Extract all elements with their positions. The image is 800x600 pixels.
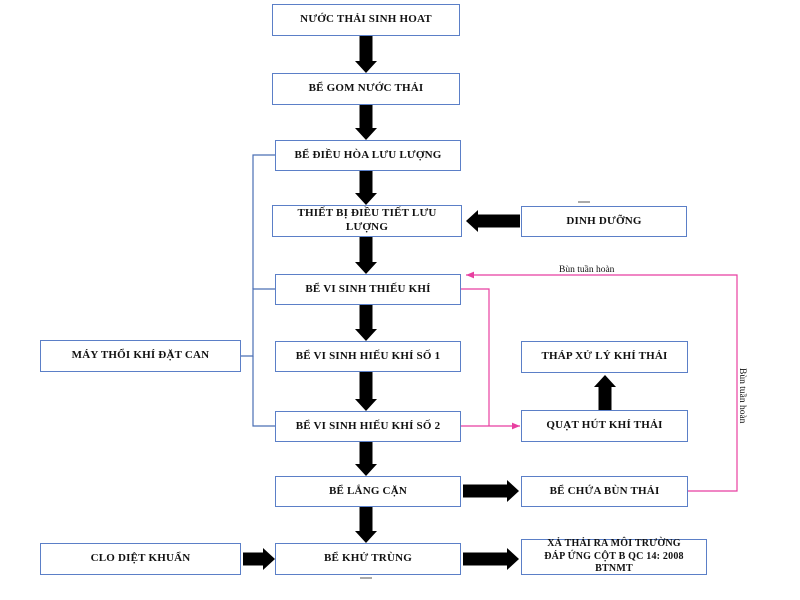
arrow-down-icon [353,171,379,205]
node-label: THIẾT BỊ ĐIỀU TIẾT LƯU LƯỢNG [297,207,437,233]
edge-label-bun-tuan-hoan-top: Bùn tuần hoàn [559,265,615,275]
node-be-vi-sinh-hieu-khi-so-1[interactable] [275,341,461,372]
arrow-up-icon [592,375,618,410]
node-thap-xu-ly-khi-thai[interactable] [521,341,688,373]
node-clo-diet-khuan[interactable] [40,543,241,575]
node-be-vi-sinh-thieu-khi[interactable] [275,274,461,305]
node-be-lang-can[interactable] [275,476,461,507]
node-label: MÁY THỔI KHÍ ĐẶT CAN [71,349,210,362]
node-label: QUẠT HÚT KHÍ THẢI [546,419,663,432]
node-label: BỂ VI SINH HIẾU KHÍ SỐ 1 [295,349,441,362]
node-label: BỂ CHỨA BÙN THẢI [549,484,660,497]
arrow-left-icon [466,208,520,234]
node-label: BỂ GOM NƯỚC THẢI [308,82,424,95]
node-be-khu-trung[interactable] [275,543,461,575]
arrow-down-icon [353,237,379,274]
node-label: NƯỚC THẢI SINH HOAT [300,13,432,26]
arrow-right-icon [463,546,519,572]
edge-label-bun-tuan-hoan-right: Bùn tuần hoàn [737,368,747,424]
node-dinh-duong[interactable] [521,206,687,237]
arrow-right-icon [463,478,519,504]
node-label: CLO DIỆT KHUẨN [90,552,191,565]
arrow-down-icon [353,507,379,543]
node-label: BỂ LẮNG CẶN [329,484,407,497]
arrow-down-icon [353,305,379,341]
node-xa-thai-ra-moi-truong[interactable] [521,539,707,575]
node-thiet-bi-dieu-tiet-luu-luong[interactable] [272,205,462,237]
arrow-down-icon [353,372,379,411]
node-be-vi-sinh-hieu-khi-so-2[interactable] [275,411,461,442]
node-may-thoi-khi-dat-can[interactable] [40,340,241,372]
node-quat-hut-khi-thai[interactable] [521,410,688,442]
node-label: BỂ VI SINH THIẾU KHÍ [305,282,431,295]
node-be-chua-bun-thai[interactable] [521,476,688,507]
node-label: BỂ ĐIỀU HÒA LƯU LƯỢNG [294,148,442,161]
node-be-gom-nuoc-thai[interactable] [272,73,460,105]
node-label: BỂ VI SINH HIẾU KHÍ SỐ 2 [295,419,441,432]
node-be-dieu-hoa-luu-luong[interactable] [275,140,461,171]
node-label: THÁP XỬ LÝ KHÍ THẢI [541,350,668,363]
node-nuoc-thai-sinh-hoat[interactable] [272,4,460,36]
arrow-down-icon [353,105,379,140]
node-label: DINH DƯỠNG [566,214,642,227]
node-label: BỂ KHỬ TRÙNG [324,552,412,565]
arrow-down-icon [353,36,379,73]
node-label-sub: ĐÁP ỨNG CỘT B QC 14: 2008 BTNMT [544,550,684,575]
arrow-right-icon [243,546,275,572]
arrow-down-icon [353,442,379,476]
node-label: XẢ THẢI RA MÔI TRƯỜNG [547,538,681,550]
